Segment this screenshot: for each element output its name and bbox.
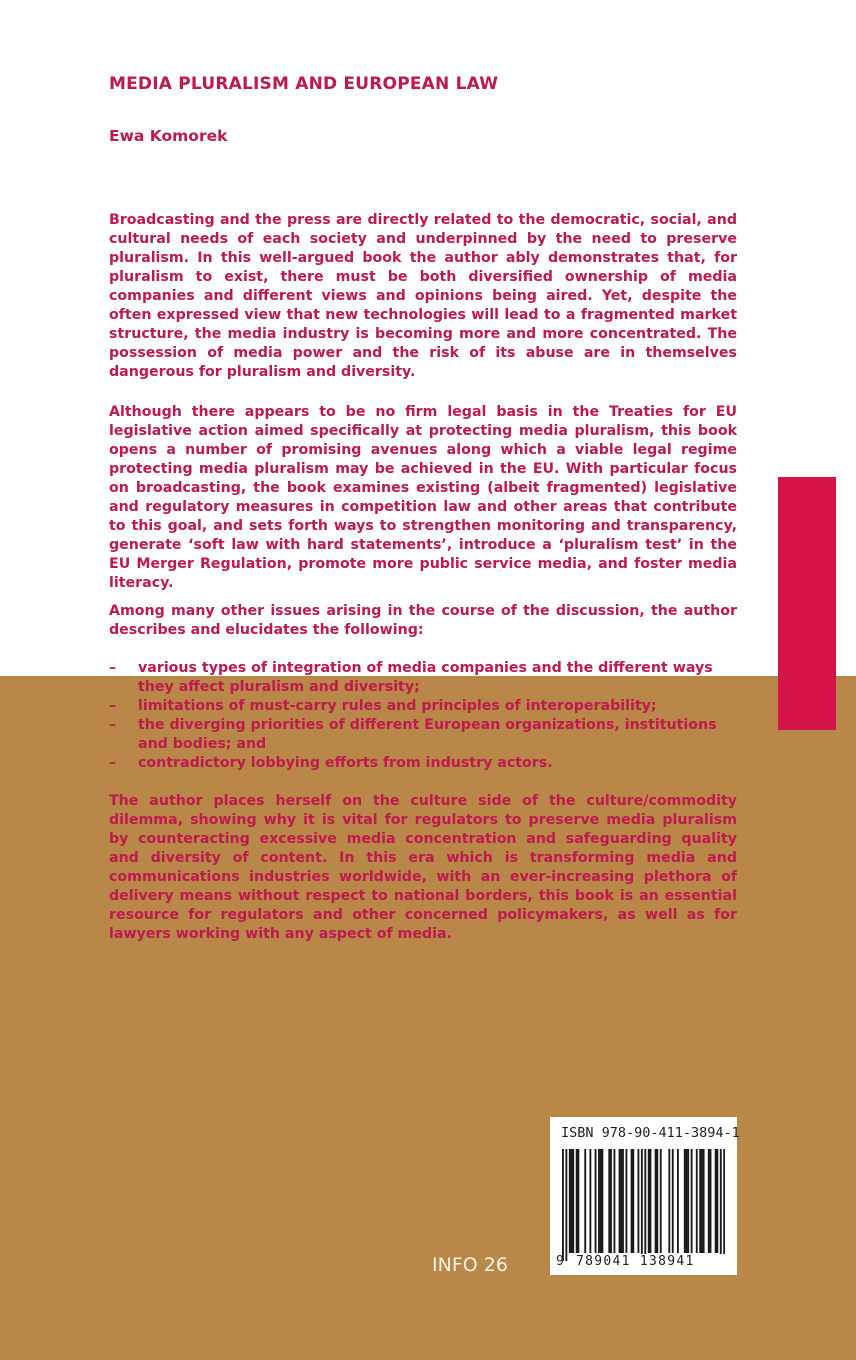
bullet-dash: – [109, 698, 117, 714]
barcode-bar [595, 1149, 597, 1253]
barcode-bar [723, 1149, 725, 1261]
barcode-bar [600, 1149, 602, 1253]
isbn-number: ISBN 978-90-411-3894-1 [561, 1125, 740, 1141]
barcode-bar [672, 1149, 674, 1253]
barcode-bar [655, 1149, 657, 1253]
barcode-bar [577, 1149, 579, 1253]
barcode-bar [703, 1149, 705, 1253]
barcode-bar [641, 1149, 643, 1261]
issues-list [109, 659, 737, 773]
book-author: Ewa Komorek [109, 127, 228, 145]
barcode-bar [660, 1149, 662, 1253]
barcode-bar [589, 1149, 591, 1253]
blurb-paragraph-2: Although there appears to be no firm legal basis in the Treaties for EU legislative action aimed specifically at protecting media pluralism, this book opens a number of promising avenues along which a viable legal regime protecting media pluralism may be achieved in the EU. With particular focus on broadcasting, the book examines existing (albeit fragmented) legislative and regulatory measures in competition law and other areas that contribute to this goal, and sets forth ways to strengthen monitoring and transparency, generate ‘soft law with hard statements’, introduce a ‘pluralism test’ in the EU Merger Regulation, promote more public service media, and foster media literacy. [109, 404, 737, 591]
list-item-text: contradictory lobbying efforts from industry actors. [138, 755, 553, 771]
barcode-bar [613, 1149, 615, 1253]
barcode-bar [576, 1149, 578, 1253]
barcode-bar [569, 1149, 571, 1253]
barcode-bar [562, 1149, 564, 1261]
barcode-bar [571, 1149, 573, 1253]
barcode-bar [572, 1149, 574, 1253]
barcode-bar [686, 1149, 688, 1253]
barcode-bar [691, 1149, 693, 1253]
barcode-bar [701, 1149, 703, 1253]
barcode-bar [619, 1149, 621, 1253]
blurb-paragraph-3: Among many other issues arising in the course of the discussion, the author describes and elucidates the following: [109, 603, 737, 638]
list-item [109, 716, 737, 754]
barcode-bar [632, 1149, 634, 1253]
barcode-bar [715, 1149, 717, 1253]
closing-paragraph: The author places herself on the culture side of the culture/commodity dilemma, showing why it is vital for regulators to preserve media pluralism by counteracting excessive media concentration and safeguarding quality and diversity of content. In this era which is transforming media and communications industries worldwide, with an ever-increasing plethora of delivery means without respect to national borders, this book is an essential resource for regulators and other concerned policymakers, as well as for lawyers working with any aspect of media. [109, 793, 737, 942]
bullet-dash: – [109, 755, 117, 771]
barcode-bar [598, 1149, 600, 1253]
barcode-bar [668, 1149, 670, 1253]
barcode-bar [650, 1149, 652, 1253]
ean-digits: 789041 138941 [576, 1254, 732, 1269]
bullet-dash: – [109, 660, 117, 676]
barcode-bar [631, 1149, 633, 1253]
barcode-bar [608, 1149, 610, 1253]
list-item [109, 697, 737, 716]
barcode-bar [677, 1149, 679, 1253]
list-item-text: limitations of must-carry rules and principles of interoperability; [138, 698, 657, 714]
barcode-bar [625, 1149, 627, 1253]
barcode-bar [684, 1149, 686, 1253]
barcode-bar [601, 1149, 603, 1253]
book-title: MEDIA PLURALISM AND EUROPEAN LAW [109, 74, 499, 94]
list-item [109, 754, 737, 773]
barcode-bar [620, 1149, 622, 1253]
list-item [109, 659, 737, 697]
barcode-bar [656, 1149, 658, 1253]
barcode-bar [720, 1149, 722, 1261]
list-item-text: various types of integration of media companies and the different ways they affect pluralism and diversity; [138, 660, 713, 695]
barcode-bar [716, 1149, 718, 1253]
barcode-bar [610, 1149, 612, 1253]
barcode-bar [622, 1149, 624, 1253]
barcode-bar [637, 1149, 639, 1253]
ean-first-digit: 9 [556, 1254, 564, 1269]
blurb-paragraph-1: Broadcasting and the press are directly related to the democratic, social, and cultural needs of each society and underpinned by the need to preserve pluralism. In this well-argued book the author ably demonstrates that, for pluralism to exist, there must be both diversified ownership of media companies and different views and opinions being aired. Yet, despite the often expressed view that new technologies will lead to a fragmented market structure, the media industry is becoming more and more concentrated. The possession of media power and the risk of its abuse are in themselves dangerous for pluralism and diversity. [109, 212, 737, 380]
accent-band [778, 477, 836, 730]
barcode-bar [565, 1149, 567, 1261]
barcode-bar [584, 1149, 586, 1253]
barcode-bar [696, 1149, 698, 1253]
barcode-bars [562, 1149, 725, 1261]
barcode-bar [644, 1149, 646, 1261]
bullet-dash: – [109, 717, 117, 733]
barcode-bar [687, 1149, 689, 1253]
barcode-bar [708, 1149, 710, 1253]
list-item-text: the diverging priorities of different European organizations, institutions and bodies; and [138, 717, 717, 752]
isbn-barcode [550, 1117, 740, 1275]
barcode-bar [648, 1149, 650, 1253]
series-label: INFO 26 [432, 1254, 508, 1276]
barcode-bar [699, 1149, 701, 1253]
barcode-bar [710, 1149, 712, 1253]
